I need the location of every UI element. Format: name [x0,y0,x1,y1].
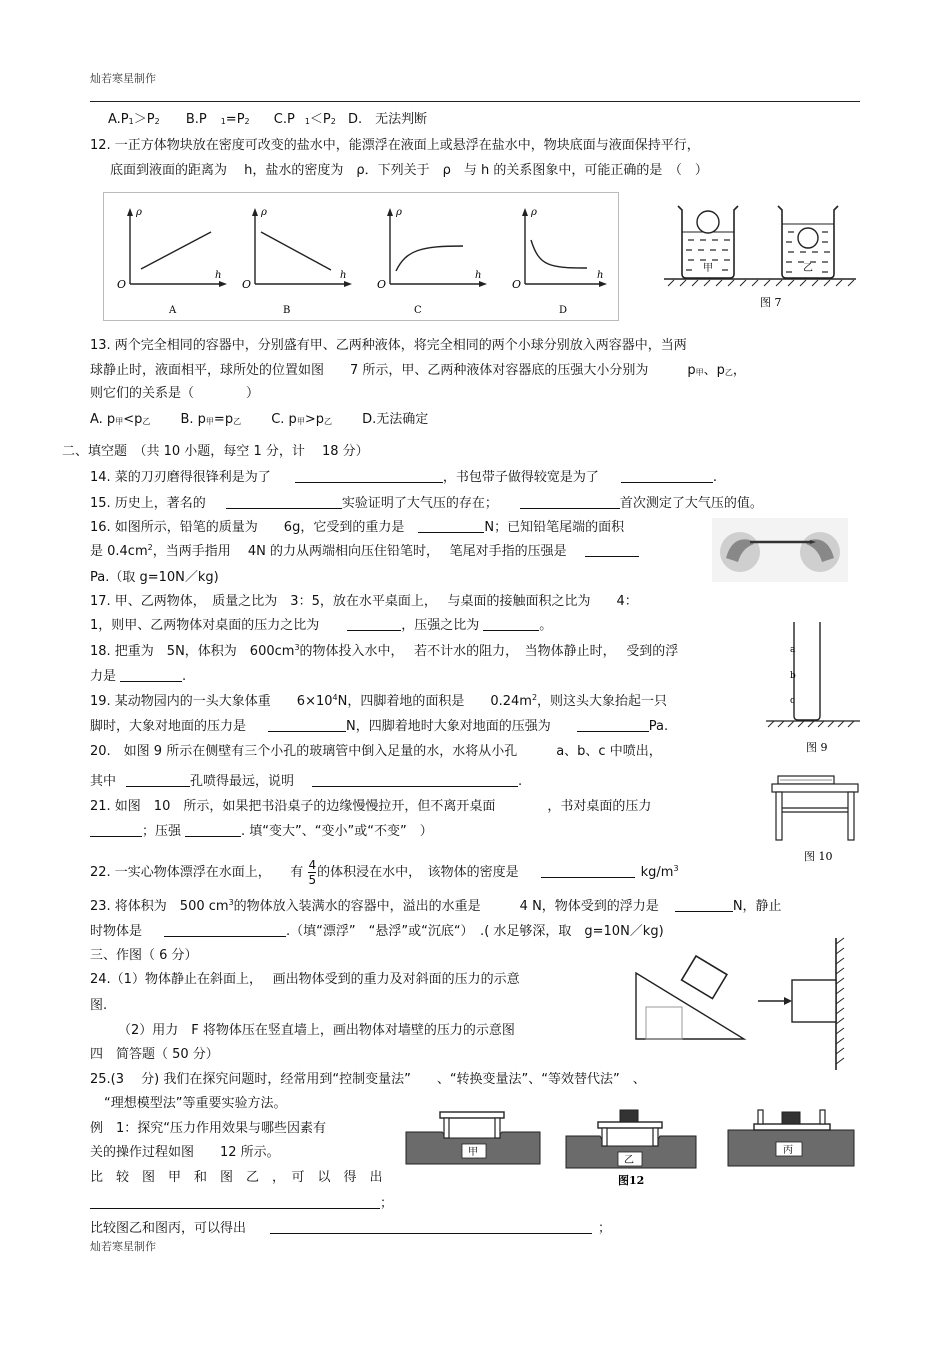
q19-line2: 脚时，大象对地面的压力是 N，四脚着地时大象对地面的压强为 Pa. [90,719,669,734]
q21-line1: 21. 如图 10 所示，如果把书沿桌子的边缘慢慢拉开，但不离开桌面 ，书对桌面的压力 [90,799,652,814]
graph-c [377,207,487,316]
graph-b-xaxis: h [340,270,347,281]
container-yi-label: 乙 [803,263,813,274]
graph-b-origin: O [242,278,252,291]
q25-line1: 25.(3 分) 我们在探究问题时，经常用到“控制变量法” 、“转换变量法”、“等效替代法” 、 [90,1072,646,1087]
footer-brand: 灿若寒星制作 [90,1240,156,1253]
q25-line3: 例 1：探究“压力作用效果与哪些因素有 [90,1121,327,1136]
q12-line1: 12. 一正方体物块放在密度可改变的盐水中，能漂浮在液面上或悬浮在盐水中，物块底面与液面保持平行， [90,138,700,153]
q13-line1: 13. 两个完全相同的容器中，分别盛有甲、乙两种液体，将完全相同的两个小球分别放入两容器中，当两 [90,338,687,353]
hole-b: b [790,671,796,681]
q23-line1: 23. 将体积为 500 $cm^3$的物体放入装满水的容器中，溢出的水重是 4 N，物体受到的浮力是 N，静止 [90,898,782,914]
graph-a-label: A [169,305,177,316]
incline-figure [632,935,752,1047]
graph-c-yaxis: ρ [396,207,402,218]
pencil-figure [712,518,848,582]
q19-line1: 19. 某动物园内的一头大象体重 $6\times 10^4N$，四脚着地的面积是 $0.24m^2$，则这头大象抬起一只 [90,693,668,709]
section2-title: 二、填空题 （共 10 小题，每空 1 分，计 18 分） [62,444,369,459]
graph-d-label: D [559,305,568,316]
fig12-caption: 图12 [618,1174,645,1187]
wall-figure [756,936,854,1072]
q12-graphs [103,192,623,322]
q15: 15. 历史上，著名的 实验证明了大气压的存在； 首次测定了大气压的值。 [90,496,763,511]
q20-line2: 其中 孔喷得最远，说明 . [90,774,523,789]
q16-line1: 16. 如图所示，铅笔的质量为 6g，它受到的重力是 N；已知铅笔尾端的面积 [90,520,625,535]
section4-title: 四 简答题（ 50 分） [90,1047,219,1062]
q23-line2: 时物体是 .（填“漂浮” “悬浮”或“沉底“） .( 水足够深，取 g=10N／kg) [90,924,664,939]
q13-line2: 球静止时，液面相平，球所处的位置如图 7 所示，甲、乙两种液体对容器底的压强大小分别为 p甲、p乙， [90,363,746,378]
container-yi [778,206,838,278]
q16-line2: 是 $0.4cm^2$，当两手指用 4N 的力从两端相向压住铅笔时， 笔尾对手指的压强是 [90,540,639,559]
figure-9 [764,620,864,755]
q20-line1: 20. 如图 9 所示在侧壁有三个小孔的玻璃管中倒入足量的水，水将从小孔 a、b、c 中喷出， [90,744,662,759]
fig10-caption: 图 10 [804,850,833,863]
graph-c-xaxis: h [475,270,482,281]
figure-12 [404,1106,858,1188]
q12-line2: 底面到液面的距离为 h，盐水的密度为 ρ．下列关于 ρ 与 h 的关系图象中，可能正确的是 （ ） [110,163,708,178]
q21-line2: ；压强 . 填“变大”、“变小”或“不变” ） [90,820,433,839]
setup-yi-label: 乙 [624,1155,634,1166]
q24-line1: 24.（1）物体静止在斜面上， 画出物体受到的重力及对斜面的压力的示意 [90,972,520,987]
graph-a-xaxis: h [215,270,222,281]
graph-a-origin: O [117,278,127,291]
q25-line2: “理想模型法”等重要实验方法。 [104,1096,287,1111]
container-jia-label: 甲 [703,263,713,274]
graph-d-origin: O [512,278,522,291]
figure-7 [660,200,860,320]
graph-b [242,207,352,316]
container-jia [678,206,738,278]
figure-10 [768,772,868,867]
graph-a [117,207,227,316]
graph-b-label: B [283,305,291,316]
setup-jia-label: 甲 [468,1147,478,1158]
graph-c-origin: O [377,278,387,291]
q13-options: A. p甲<p乙 B. p甲=p乙 C. p甲>p乙 D.无法确定 [90,412,429,427]
q22: 22. 一实心物体漂浮在水面上， 有 $\frac{4}{5}$ 的体积浸在水中， 该物体的密度是 $kg/m^3$ [90,858,679,887]
graph-d [512,207,607,316]
header-rule [90,101,860,102]
hole-c: c [790,696,796,706]
fig7-caption: 图 7 [760,296,782,309]
graph-b-yaxis: ρ [261,207,267,218]
q17-line1: 17. 甲、乙两物体， 质量之比为 3：5，放在水平桌面上， 与桌面的接触面积之比为 4： [90,594,638,609]
q11-options: A.P1＞P2 B.P 1=P2 C.P 1＜P2 D. 无法判断 [108,112,428,127]
graph-c-label: C [414,305,422,316]
hole-a: a [790,645,796,655]
section3-title: 三、作图（ 6 分） [90,948,198,963]
q24-line2: 图. [90,998,108,1013]
q25-line6: ； [90,1192,393,1211]
q14: 14. 菜的刀刃磨得很锋利是为了 ，书包带子做得较宽是为了 . [90,470,717,485]
header-brand: 灿若寒星制作 [90,72,156,85]
graph-a-yaxis: ρ [136,207,142,218]
q25-line4: 关的操作过程如图 12 所示。 [90,1145,280,1160]
q25-line5: 比 较 图 甲 和 图 乙 ， 可 以 得 出 [90,1170,383,1185]
fig9-caption: 图 9 [806,741,828,754]
q18-line2: 力是 . [90,669,187,684]
q24-line3: （2）用力 F 将物体压在竖直墙上，画出物体对墙壁的压力的示意图 [118,1023,515,1038]
q17-line2: 1，则甲、乙两物体对桌面的压力之比为 ，压强之比为 。 [90,618,553,633]
q13-line3: 则它们的关系是（ ） [90,386,260,401]
q25-line7: 比较图乙和图丙，可以得出 ； [90,1221,612,1236]
q16-line3: Pa.（取 g=10N／kg) [90,570,219,585]
setup-bing-label: 丙 [783,1145,793,1156]
q18-line1: 18. 把重为 5N，体积为 $600cm^3$的物体投入水中， 若不计水的阻力， 当物体静止时， 受到的浮 [90,643,679,659]
graph-d-xaxis: h [597,270,604,281]
graph-d-yaxis: ρ [531,207,537,218]
